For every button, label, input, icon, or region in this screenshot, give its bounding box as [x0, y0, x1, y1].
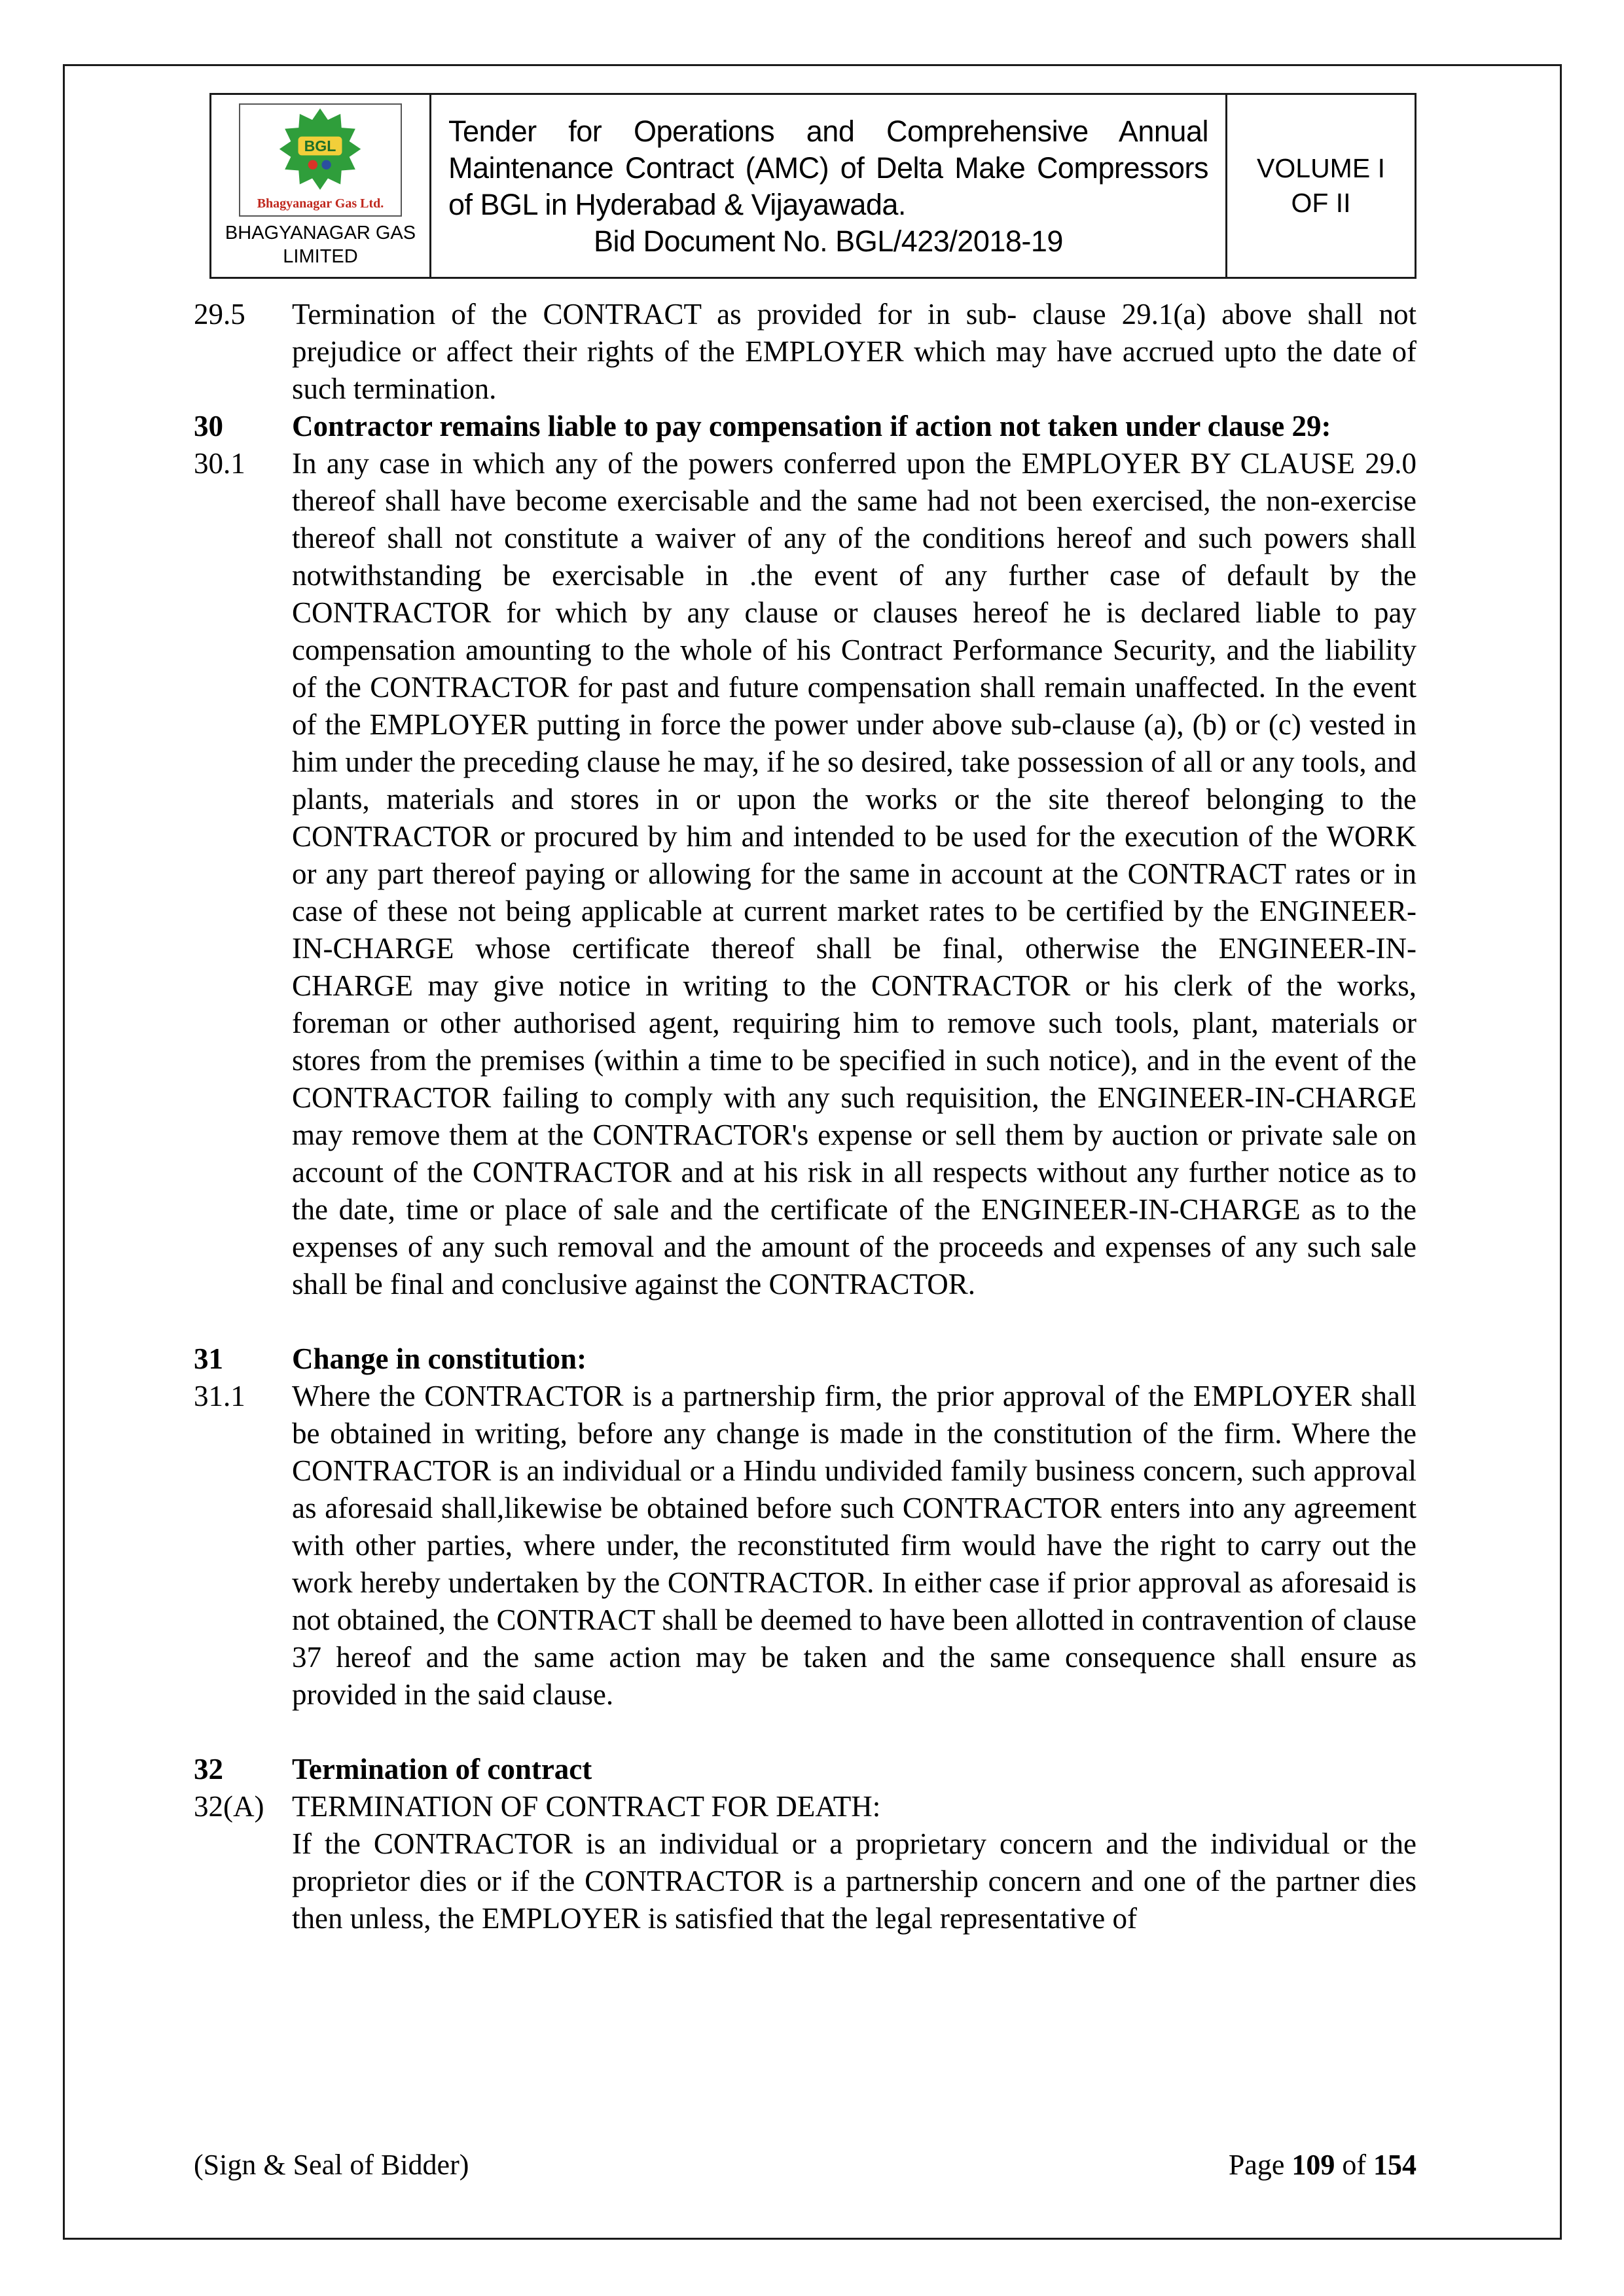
clause-number: 30	[194, 410, 223, 442]
company-name: BHAGYANAGAR GAS LIMITED	[225, 223, 416, 267]
clause-heading-text: Termination of contract	[292, 1753, 592, 1785]
title-cell	[431, 95, 1227, 277]
clause-number: 29.5	[194, 298, 245, 331]
clause-text: In any case in which any of the powers conferred upon the EMPLOYER BY CLAUSE 29.0 thereof shall have become exercisable and the same had not been exercised, the non-exercise thereof shall not constitute a waiver of any of the conditions hereof and such powers shall notwithstanding be exercisable in .the event of any further case of default by the CONTRACTOR for which by any clause or clauses hereof he is declared liable to pay compensation amounting to the whole of his Contract Performance Security, and the liability of the CONTRACTOR for past and future compensation shall remain unaffected. In the event of the EMPLOYER putting in force the power under above sub-clause (a), (b) or (c) vested in him under the preceding clause he may, if he so desired, take possession of all or any tools, and plants, materials and stores in or upon the works or the site thereof belonging to the CONTRACTOR or procured by him and intended to be used for the execution of the WORK or any part thereof paying or allowing for the same in account at the CONTRACT rates or in case of these not being applicable at current market rates to be certified by the ENGINEER-IN-CHARGE whose certificate thereof shall be final, otherwise the ENGINEER-IN- CHARGE may give notice in writing to the CONTRACTOR or his clerk of the works, foreman or other authorised agent, requiring him to remove such tools, plant, materials or stores from the premises (within a time to be specified in such notice), and in the event of the CONTRACTOR failing to comply with any such requisition, the ENGINEER-IN-CHARGE may remove them at the CONTRACTOR's expense or sell them by auction or private sale on account of the CONTRACTOR and at his risk in all respects without any further notice as to the date, time or place of sale and the certificate of the ENGINEER-IN-CHARGE as to the expenses of any such removal and the amount of the proceeds and expenses of any such sale shall be final and conclusive against the CONTRACTOR.	[292, 447, 1416, 1300]
header-table	[209, 93, 1416, 279]
bgl-logo-icon	[268, 107, 372, 195]
sign-seal-text: (Sign & Seal of Bidder)	[194, 2149, 469, 2181]
clause-31-heading	[194, 1340, 1416, 1378]
clause-number: 31.1	[194, 1380, 245, 1412]
document-body	[194, 296, 1416, 1937]
clause-30-heading	[194, 408, 1416, 445]
clause-29-5	[194, 296, 1416, 408]
svg-text:BGL: BGL	[304, 137, 336, 155]
clause-number: 30.1	[194, 447, 245, 480]
total-pages: 154	[1373, 2149, 1416, 2181]
volume-line-1: VOLUME I	[1257, 152, 1385, 183]
page-number: 109	[1291, 2149, 1335, 2181]
clause-heading-text: Change in constitution:	[292, 1342, 587, 1375]
clause-32a-heading	[194, 1788, 1416, 1825]
clause-32a-body	[194, 1825, 1416, 1937]
logo-box	[239, 103, 403, 217]
clause-number	[194, 1825, 292, 1937]
footer	[194, 2148, 1416, 2181]
clause-30-1	[194, 445, 1416, 1303]
clause-number: 32	[194, 1753, 223, 1785]
clause-number: 31	[194, 1342, 223, 1375]
clause-text: Where the CONTRACTOR is a partnership firm, the prior approval of the EMPLOYER shall be obtained in writing, before any change is made in the constitution of the firm. Where the CONTRACTOR is an individual or a Hindu undivided family business concern, such approval as aforesaid shall,likewise be obtained before such CONTRACTOR enters into any agreement with other parties, where under, the reconstituted firm would have the right to carry out the work hereby undertaken by the CONTRACTOR. In either case if prior approval as aforesaid is not obtained, the CONTRACT shall be deemed to have been allotted in contravention of clause 37 hereof and the same action may be taken and the same consequence shall ensure as provided in the said clause.	[292, 1380, 1416, 1711]
of-word: of	[1342, 2149, 1366, 2181]
clause-text: Termination of the CONTRACT as provided for in sub- clause 29.1(a) above shall not prejudice or affect their rights of the EMPLOYER which may have accrued upto the date of such termination.	[292, 298, 1416, 405]
clause-number: 32(A)	[194, 1790, 264, 1823]
volume-cell	[1227, 95, 1415, 277]
logo-caption: Bhagyanagar Gas Ltd.	[257, 196, 384, 211]
clause-text: If the CONTRACTOR is an individual or a proprietary concern and the individual or the proprietor dies or if the CONTRACTOR is a partnership concern and one of the partner dies then unless, the EMPLOYER is satisfied that the legal representative of	[292, 1827, 1416, 1935]
tender-title: Tender for Operations and Comprehensive Annual Maintenance Contract (AMC) of Delta Make Compressors of BGL in Hyderabad & Vijayawada.	[448, 114, 1208, 222]
clause-heading-text: Contractor remains liable to pay compensation if action not taken under clause 29:	[292, 410, 1331, 442]
volume-line-2: OF II	[1291, 188, 1351, 218]
page-word: Page	[1228, 2149, 1285, 2181]
logo-cell	[211, 95, 431, 277]
clause-text: TERMINATION OF CONTRACT FOR DEATH:	[292, 1790, 881, 1823]
page-indicator	[1229, 2148, 1416, 2181]
clause-32-heading	[194, 1751, 1416, 1788]
clause-31-1	[194, 1378, 1416, 1713]
bid-document-no: Bid Document No. BGL/423/2018-19	[594, 224, 1063, 259]
